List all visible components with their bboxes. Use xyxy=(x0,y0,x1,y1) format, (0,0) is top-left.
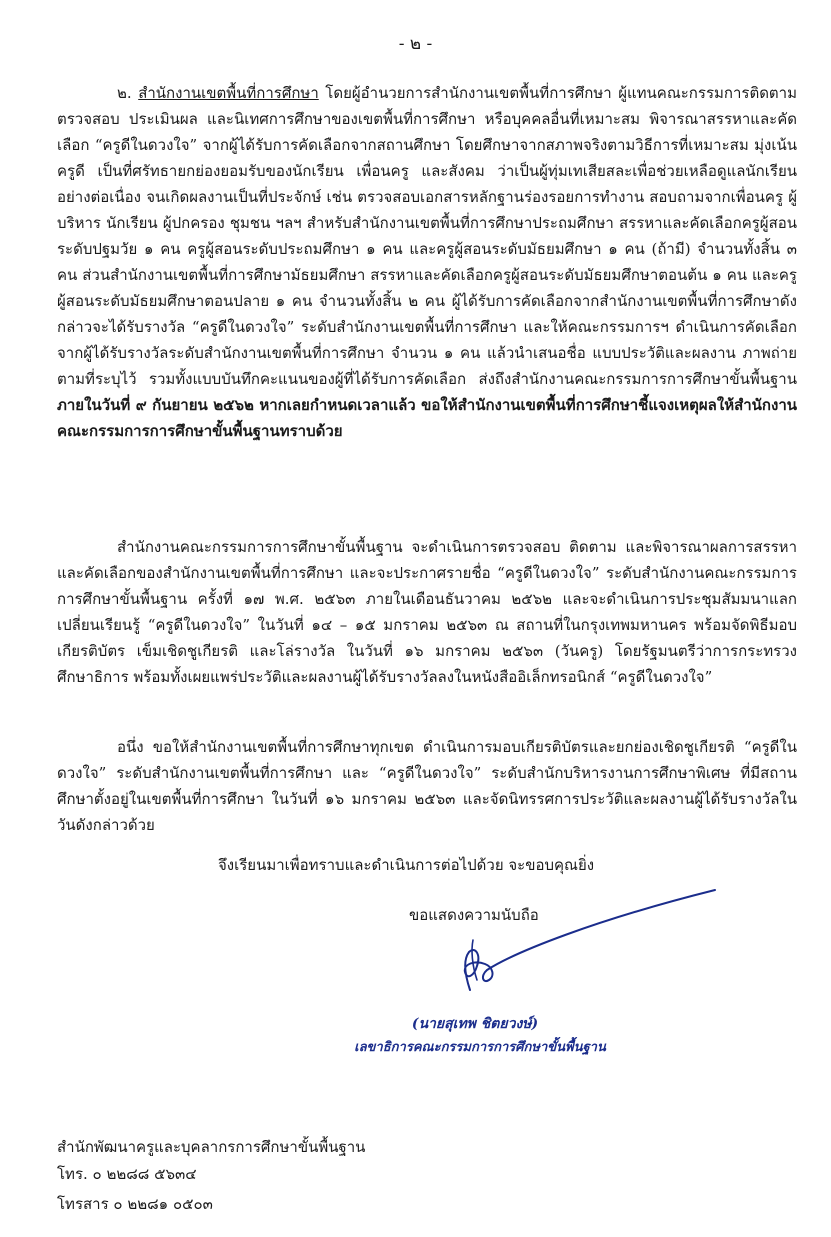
page-number: - ๒ - xyxy=(398,34,433,54)
signer-title: เลขาธิการคณะกรรมการการศึกษาขั้นพื้นฐาน xyxy=(354,1040,606,1055)
footer-fax: โทรสาร ๐ ๒๒๘๑ ๐๕๐๓ xyxy=(57,1195,213,1213)
signer-name: (นายสุเทพ ชิตยวงษ์) xyxy=(411,1016,539,1032)
closing-line: จึงเรียนมาเพื่อทราบและดำเนินการต่อไปด้วย จะขอบคุณยิ่ง xyxy=(218,856,595,874)
regards-line: ขอแสดงความนับถือ xyxy=(409,906,539,924)
para1-deadline: ภายในวันที่ ๙ กันยายน ๒๕๖๒ หากเลยกำหนดเวลาแล้ว ขอให้สำนักงานเขตพื้นที่การศึกษาชี้แจงเหตุผลให้สำนักงานคณะกรรมการการศึกษาขั้นพื้นฐานทราบด้วย xyxy=(57,396,797,440)
para1-lead: ๒. xyxy=(117,84,139,102)
paragraph-announcement: สำนักงานคณะกรรมการการศึกษาขั้นพื้นฐาน จะดำเนินการตรวจสอบ ติดตาม และพิจารณาผลการสรรหาและคัดเลือกของสำนักงานเขตพื้นที่การศึกษา และจะประกาศรายชื่อ “ครูดีในดวงใจ” ระดับสำนักงานคณะกรรมการการศึกษาขั้นพื้นฐาน ครั้งที่ ๑๗ พ.ศ. ๒๕๖๓ ภายในเดือนธันวาคม ๒๕๖๒ และจะดำเนินการประชุมสัมมนาแลกเปลี่ยนเรียนรู้ “ครูดีในดวงใจ” ในวันที่ ๑๔ – ๑๕ มกราคม ๒๕๖๓ ณ สถานที่ในกรุงเทพมหานคร พร้อมจัดพิธีมอบเกียรติบัตร เข็มเชิดชูเกียรติ และโล่รางวัล ในวันที่ ๑๖ มกราคม ๒๕๖๓ (วันครู) โดยรัฐมนตรีว่าการกระทรวงศึกษาธิการ พร้อมทั้งเผยแพร่ประวัติและผลงานผู้ได้รับรางวัลลงในหนังสืออิเล็กทรอนิกส์ “ครูดีในดวงใจ” xyxy=(57,538,797,686)
handwritten-signature xyxy=(425,880,725,1010)
footer-office: สำนักพัฒนาครูและบุคลากรการศึกษาขั้นพื้นฐาน xyxy=(57,1138,366,1156)
para1-unit-label: สำนักงานเขตพื้นที่การศึกษา xyxy=(138,84,319,102)
paragraph-area-office-selection xyxy=(57,80,797,444)
paragraph-ceremony: อนึ่ง ขอให้สำนักงานเขตพื้นที่การศึกษาทุกเขต ดำเนินการมอบเกียรติบัตรและยกย่องเชิดชูเกียรติ “ครูดีในดวงใจ” ระดับสำนักงานเขตพื้นที่การศึกษา และ “ครูดีในดวงใจ” ระดับสำนักบริหารงานการศึกษาพิเศษ ที่มีสถานศึกษาตั้งอยู่ในเขตพื้นที่การศึกษา ในวันที่ ๑๖ มกราคม ๒๕๖๓ และจัดนิทรรศการประวัติและผลงานผู้ได้รับรางวัลในวันดังกล่าวด้วย xyxy=(57,738,797,834)
footer-phone: โทร. ๐ ๒๒๘๘ ๕๖๓๔ xyxy=(57,1165,197,1183)
para1-body: โดยผู้อำนวยการสำนักงานเขตพื้นที่การศึกษา ผู้แทนคณะกรรมการติดตาม ตรวจสอบ ประเมินผล และนิเทศการศึกษาของเขตพื้นที่การศึกษา หรือบุคคลอื่นที่เหมาะสม พิจารณาสรรหาและคัดเลือก “ครูดีในดวงใจ” จากผู้ได้รับการคัดเลือกจากสถานศึกษา โดยศึกษาจากสภาพจริงตามวิธีการที่เหมาะสม มุ่งเน้นครูดี เป็นที่ศรัทธายกย่องยอมรับของนักเรียน เพื่อนครู และสังคม ว่าเป็นผู้ทุ่มเทเสียสละเพื่อช่วยเหลือดูแลนักเรียนอย่างต่อเนื่อง จนเกิดผลงานเป็นที่ประจักษ์ เช่น ตรวจสอบเอกสารหลักฐานร่องรอยการทำงาน สอบถามจากเพื่อนครู ผู้บริหาร นักเรียน ผู้ปกครอง ชุมชน ฯลฯ สำหรับสำนักงานเขตพื้นที่การศึกษาประถมศึกษา สรรหาและคัดเลือกครูผู้สอนระดับปฐมวัย ๑ คน ครูผู้สอนระดับประถมศึกษา ๑ คน และครูผู้สอนระดับมัธยมศึกษา ๑ คน (ถ้ามี) จำนวนทั้งสิ้น ๓ คน ส่วนสำนักงานเขตพื้นที่การศึกษามัธยมศึกษา สรรหาและคัดเลือกครูผู้สอนระดับมัธยมศึกษาตอนต้น ๑ คน และครูผู้สอนระดับมัธยมศึกษาตอนปลาย ๑ คน จำนวนทั้งสิ้น ๒ คน ผู้ได้รับการคัดเลือกจากสำนักงานเขตพื้นที่การศึกษาดังกล่าวจะได้รับรางวัล “ครูดีในดวงใจ” ระดับสำนักงานเขตพื้นที่การศึกษา และให้คณะกรรมการฯ ดำเนินการคัดเลือกจากผู้ได้รับรางวัลระดับสำนักงานเขตพื้นที่การศึกษา จำนวน ๑ คน แล้วนำเสนอชื่อ แบบประวัติและผลงาน ภาพถ่าย ตามที่ระบุไว้ รวมทั้งแบบบันทึกคะแนนของผู้ที่ได้รับการคัดเลือก ส่งถึงสำนักงานคณะกรรมการการศึกษาขั้นพื้นฐาน xyxy=(57,84,797,388)
